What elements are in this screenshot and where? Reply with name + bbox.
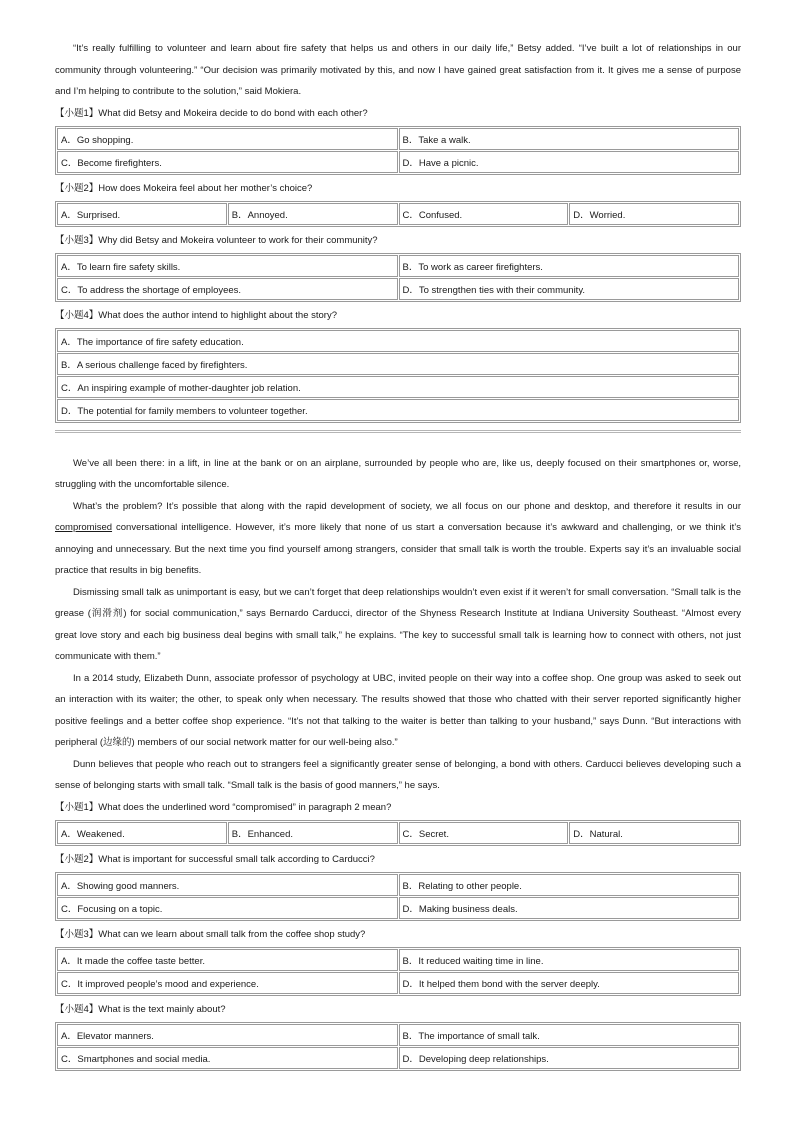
option-c[interactable]: C．Focusing on a topic. [57, 897, 398, 919]
option-d[interactable]: D．It helped them bond with the server deeply. [399, 972, 740, 994]
option-a[interactable]: A．To learn fire safety skills. [57, 255, 398, 277]
options-table [55, 820, 741, 846]
option-b[interactable]: B．To work as career firefighters. [399, 255, 740, 277]
worksheet-page [55, 38, 741, 1074]
option-d[interactable]: D．Making business deals. [399, 897, 740, 919]
question-stem: 【小题1】What does the underlined word “compromised” in paragraph 2 mean? [55, 801, 392, 813]
options-table [55, 1022, 741, 1071]
option-d[interactable]: D．Developing deep relationships. [399, 1047, 740, 1069]
question-stem: 【小题2】What is important for successful small talk according to Carducci? [55, 853, 375, 865]
options-table [55, 253, 741, 302]
paragraph-text: conversational intelligence. However, it’s more likely that none of us start a conversation because it’s awkward and challenging, or we think it’s annoying and unnecessary. But the next time you find yourself among strangers, consider that small talk is worth the trouble. Experts say it’s an invaluable social practice that results in big benefits. [55, 522, 741, 576]
option-b[interactable]: B．Enhanced. [228, 822, 398, 844]
options-table [55, 126, 741, 175]
option-b[interactable]: B．Take a walk. [399, 128, 740, 150]
section-divider [55, 430, 741, 433]
passage1-paragraph: “It’s really fulfilling to volunteer and learn about fire safety that helps us and others in our daily life,” Betsy added. “I’ve built a lot of relationships in our community through volunteering.” “Our decision was primarily motivated by this, and now I have gained great satisfaction from it. It gives me a sense of purpose and I’m helping to contribute to the solution,” said Mokiera. [55, 43, 741, 97]
question-stem: 【小题3】What can we learn about small talk from the coffee shop study? [55, 928, 366, 940]
option-d[interactable]: D．To strengthen ties with their community. [399, 278, 740, 300]
option-d[interactable]: D．Have a picnic. [399, 151, 740, 173]
question-stem: 【小题1】What did Betsy and Mokeira decide to do bond with each other? [55, 107, 368, 119]
options-table [55, 328, 741, 423]
option-b[interactable]: B．The importance of small talk. [399, 1024, 740, 1046]
option-d[interactable]: D．Worried. [569, 203, 739, 225]
option-b[interactable]: B．Annoyed. [228, 203, 398, 225]
option-a[interactable]: A．The importance of fire safety education. [57, 330, 739, 352]
option-b[interactable]: B．It reduced waiting time in line. [399, 949, 740, 971]
option-c[interactable]: C．Become firefighters. [57, 151, 398, 173]
option-a[interactable]: A．Elevator manners. [57, 1024, 398, 1046]
option-a[interactable]: A．Go shopping. [57, 128, 398, 150]
option-a[interactable]: A．Surprised. [57, 203, 227, 225]
option-c[interactable]: C．Confused. [399, 203, 569, 225]
option-b[interactable]: B．A serious challenge faced by firefighters. [57, 353, 739, 375]
underlined-word: compromised [55, 522, 113, 533]
option-c[interactable]: C．Secret. [399, 822, 569, 844]
option-a[interactable]: A．Showing good manners. [57, 874, 398, 896]
passage2-paragraph-5: Dunn believes that people who reach out to strangers feel a significantly greater sense of belonging, a bond with others. Carducci believes developing such a sense of belonging starts with small talk. “Small talk is the basis of good manners,” he says. [55, 758, 741, 791]
option-c[interactable]: C．Smartphones and social media. [57, 1047, 398, 1069]
option-b[interactable]: B．Relating to other people. [399, 874, 740, 896]
option-d[interactable]: D．The potential for family members to volunteer together. [57, 399, 739, 421]
option-c[interactable]: C．It improved people’s mood and experience. [57, 972, 398, 994]
passage2-paragraph-4: In a 2014 study, Elizabeth Dunn, associate professor of psychology at UBC, invited people on their way into a coffee shop. One group was asked to seek out an interaction with its waiter; the other, to speak only when necessary. The results showed that those who chatted with their server reported significantly higher positive feelings and a better coffee shop experience. “It’s not that talking to the waiter is better than talking to your husband,” says Dunn. “But interactions with peripheral (边缘的) members of our social network matter for our well-being also.” [55, 672, 741, 748]
question-stem: 【小题4】What is the text mainly about? [55, 1003, 226, 1015]
options-table [55, 947, 741, 996]
passage2-paragraph-1: We’ve all been there: in a lift, in line at the bank or on an airplane, surrounded by people who are, like us, deeply focused on their smartphones or, worse, struggling with the uncomfortable silence. [55, 457, 741, 490]
option-d[interactable]: D．Natural. [569, 822, 739, 844]
option-a[interactable]: A．Weakened. [57, 822, 227, 844]
option-c[interactable]: C．To address the shortage of employees. [57, 278, 398, 300]
passage2-paragraph-3: Dismissing small talk as unimportant is easy, but we can’t forget that deep relationships wouldn’t even exist if it weren’t for small conversation. “Small talk is the grease (润滑剂) for social communication,” says Bernardo Carducci, director of the Shyness Research Institute at Indiana University Southeast. “Almost every great love story and each big business deal begins with small talk,” he explains. “The key to successful small talk is learning how to connect with others, not just communicate with them.” [55, 586, 741, 662]
paragraph-text: What’s the problem? It’s possible that along with the rapid development of society, we all focus on our phone and desktop, and therefore it results in our [73, 500, 741, 512]
question-stem: 【小题4】What does the author intend to highlight about the story? [55, 309, 337, 321]
option-a[interactable]: A．It made the coffee taste better. [57, 949, 398, 971]
options-table [55, 201, 741, 227]
passage2-paragraph-2 [55, 496, 741, 582]
question-stem: 【小题3】Why did Betsy and Mokeira volunteer to work for their community? [55, 234, 378, 246]
options-table [55, 872, 741, 921]
option-c[interactable]: C．An inspiring example of mother-daughter job relation. [57, 376, 739, 398]
question-stem: 【小题2】How does Mokeira feel about her mother’s choice? [55, 182, 313, 194]
